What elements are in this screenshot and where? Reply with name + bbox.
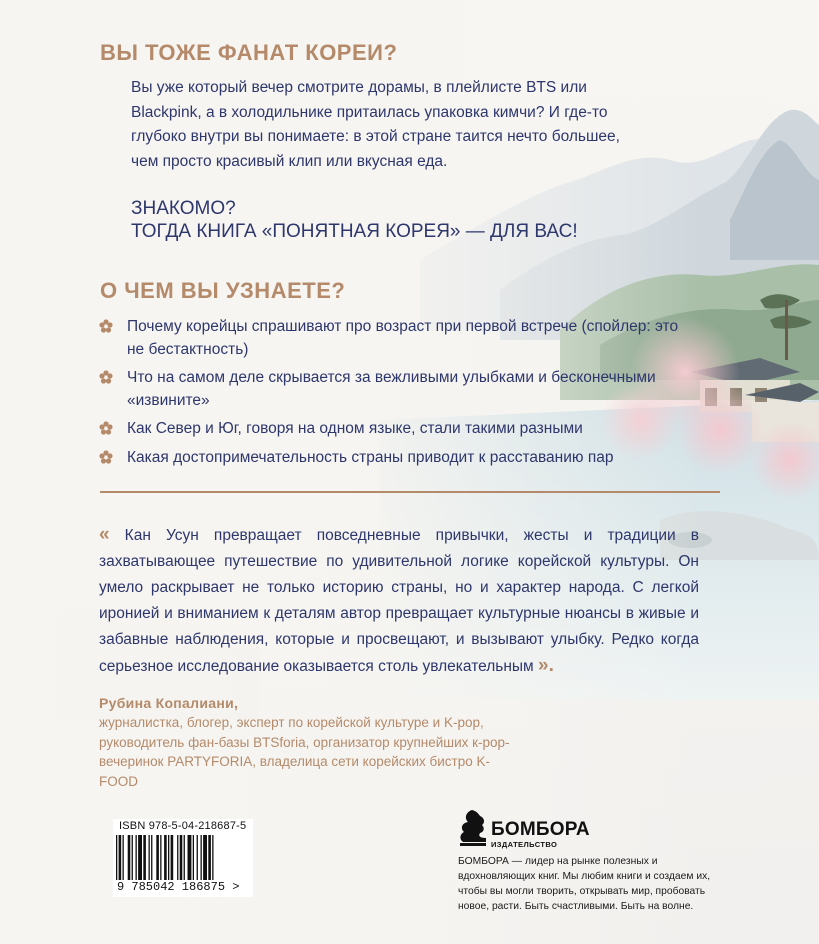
barcode-digits: 9 785042 186875 > — [117, 880, 240, 894]
barcode-icon — [116, 835, 250, 881]
list-item — [99, 447, 699, 470]
isbn-number: ISBN 978-5-04-218687-5 — [119, 820, 247, 832]
flower-icon — [99, 370, 113, 384]
flower-icon — [99, 319, 113, 333]
divider — [100, 491, 720, 493]
publisher-description: БОМБОРА — лидер на рынке полезных и вдохновляющих книг. Мы любим книги и создаем их, чтобы вы могли творить, открывать мир, пробовать новое, расти. Быть счастливыми. Быть на волне. — [458, 856, 711, 912]
list-item-text: Как Север и Юг, говоря на одном языке, стали такими разными — [127, 420, 583, 437]
list-item-text: Что на самом деле скрывается за вежливыми улыбками и бесконечными «извините» — [127, 369, 656, 409]
list-item — [99, 367, 699, 412]
callout-line-2: ТОГДА КНИГА «ПОНЯТНАЯ КОРЕЯ» — ДЛЯ ВАС! — [131, 221, 578, 242]
intro-paragraph: Вы уже который вечер смотрите дорамы, в плейлисте BTS или Blackpink, а в холодильнике притаилась упаковка кимчи? И где-то глубоко внутри вы понимаете: в этой стране таится нечто большее, чем просто красивый клип или вкусная еда. — [131, 79, 620, 170]
intro-heading: ВЫ ТОЖЕ ФАНАТ КОРЕИ? — [100, 40, 398, 65]
list-item-text: Какая достопримечательность страны приводит к расставанию пар — [127, 448, 614, 466]
learn-list — [99, 316, 699, 469]
quote-text: Кан Усун превращает повседневные привычки, жесты и традиции в захватывающее путешествие по удивительной логике корейской культуры. Он умело раскрывает не только историю страны, но и характер народа. С легкой иронией и вниманием к деталям автор превращает культурные нюансы в живые и забавные наблюдения, которые и просвещают, и вызывают улыбку. Редко когда серьезное исследование оказывается столь увлекательным — [99, 527, 699, 675]
list-item-text: Почему корейцы спрашивают про возраст при первой встрече (спойлер: это не бестактность) — [127, 318, 679, 358]
author-description: журналистка, блогер, эксперт по корейской культуре и K-pop, руководитель фан-базы BTSforia, организатор крупнейших к-pop-вечеринок PARTYFORIA, владелица сети корейских бистро K-FOOD — [99, 715, 510, 789]
bombora-wave-icon — [458, 808, 488, 848]
flower-icon — [99, 421, 113, 435]
publisher-name: БОМБОРА — [491, 819, 590, 840]
list-item — [99, 418, 699, 441]
callout-line-1: ЗНАКОМО? — [131, 198, 236, 219]
quote-open-mark: « — [99, 524, 110, 545]
quote-close-mark: ». — [538, 655, 554, 676]
learn-heading: О ЧЕМ ВЫ УЗНАЕТЕ? — [100, 278, 346, 303]
list-item — [99, 316, 699, 361]
publisher-subtitle: ИЗДАТЕЛЬСТВО — [491, 840, 558, 849]
flower-icon — [99, 450, 113, 464]
review-quote — [99, 522, 699, 680]
author-name: Рубина Копалиани, — [99, 695, 239, 711]
